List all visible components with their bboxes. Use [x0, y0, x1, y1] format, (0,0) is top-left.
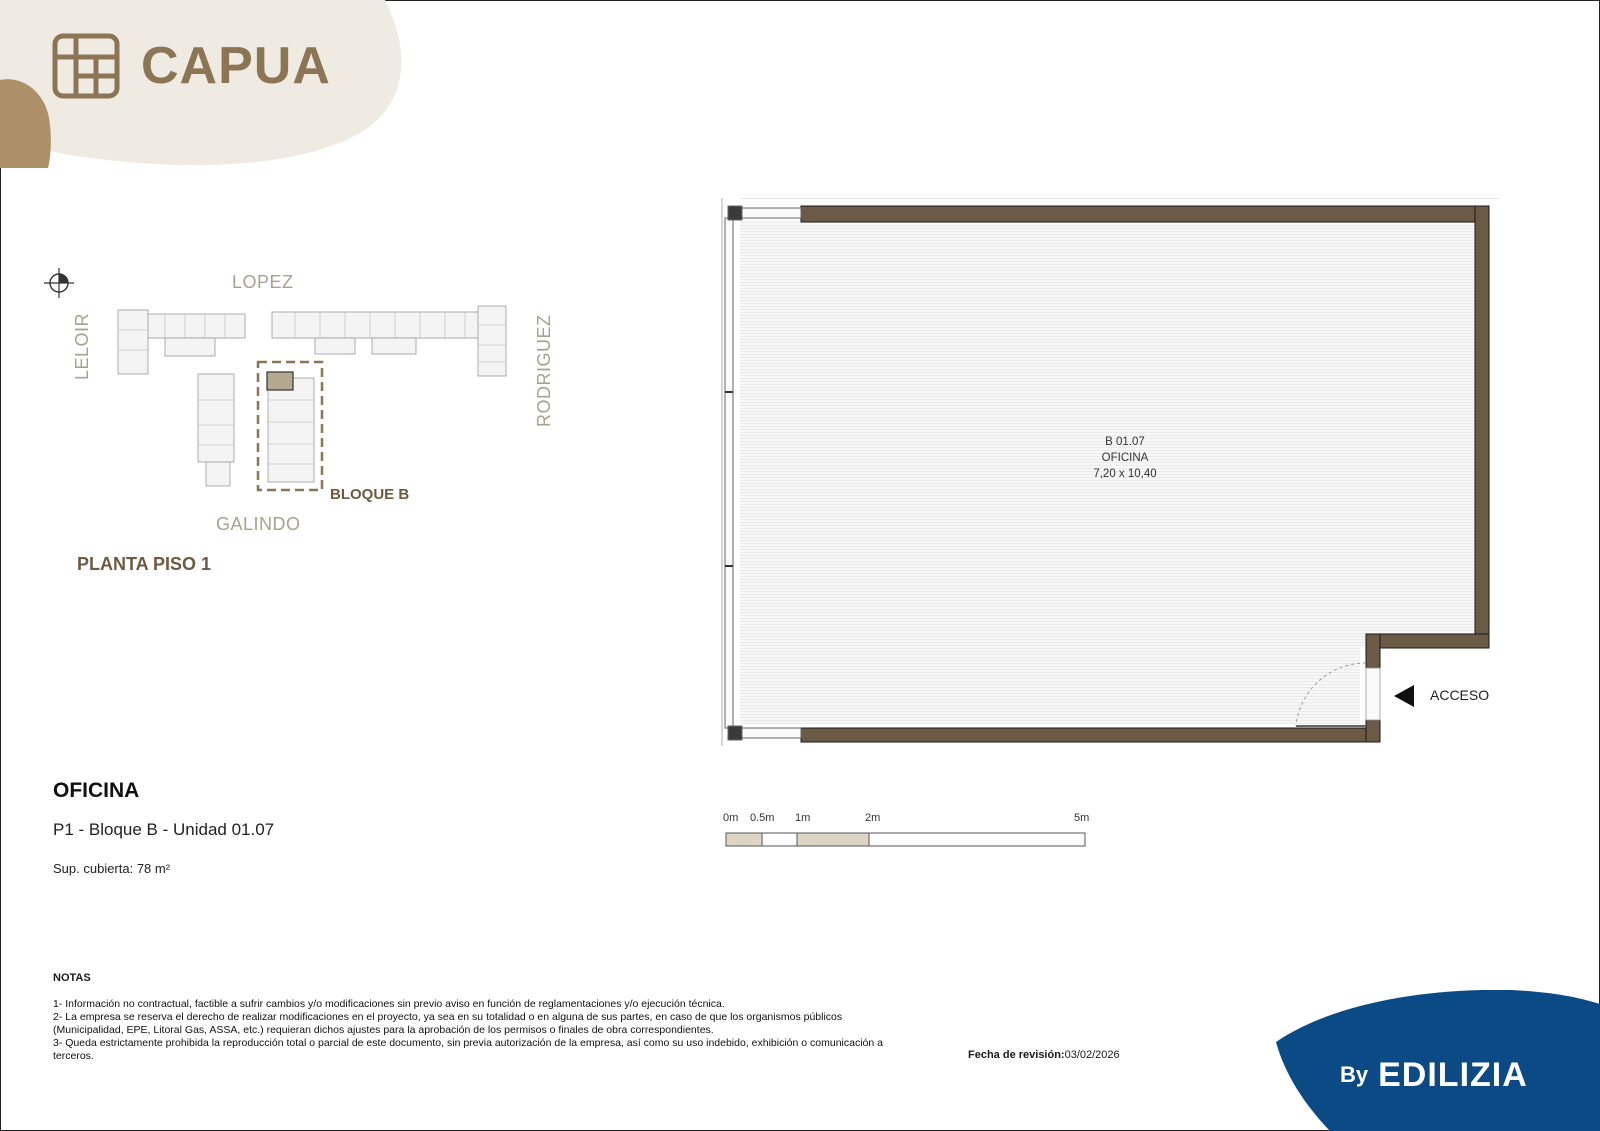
scale-label-1m: 1m	[795, 812, 811, 824]
compass-crosshair-icon	[44, 268, 74, 298]
notes-list	[53, 998, 883, 1063]
site-key-plan	[110, 300, 550, 510]
note-item: 1- Información no contractual, factible a sufrir cambios y/o modificaciones sin previo aviso en función de reglamentaciones y/o ejecución técnica.	[53, 998, 725, 1010]
developer-prefix: By	[1340, 1062, 1369, 1087]
scale-bar	[725, 832, 1090, 848]
scale-label-5m: 5m	[1074, 812, 1090, 824]
room-name: OFICINA	[1101, 452, 1149, 464]
unit-type: OFICINA	[53, 779, 140, 802]
notes-title: NOTAS	[53, 972, 91, 984]
note-item: 2- La empresa se reserva el derecho de realizar modificaciones en el proyecto, ya sea en su totalidad o en alguna de sus partes, en caso de que los organismos públicos (Municipalidad, EPE, Litoral Gas, ASSA, etc.) requieran dichos ajustes para la aprobación de los permisos o finales de obra correspondientes.	[53, 1011, 843, 1036]
scale-label-2m: 2m	[865, 812, 881, 824]
street-left-label: LELOIR	[72, 312, 92, 380]
room-label	[1040, 434, 1210, 482]
unit-area: Sup. cubierta: 78 m²	[53, 861, 171, 876]
street-top-label: LOPEZ	[232, 272, 294, 292]
brand-name: CAPUA	[141, 37, 331, 95]
note-item: 3- Queda estrictamente prohibida la reproducción total o parcial de este documento, sin previa autorización de la empresa, así como su uso indebido, exhibición o comunicación a terceros.	[53, 1037, 883, 1062]
block-label: BLOQUE B	[330, 486, 410, 503]
capua-logo-icon	[52, 33, 120, 99]
street-bottom-label: GALINDO	[216, 514, 301, 534]
unit-identifier: P1 - Bloque B - Unidad 01.07	[53, 820, 275, 839]
level-label: PLANTA PISO 1	[77, 554, 212, 574]
revision-label: Fecha de revisión:	[968, 1049, 1065, 1061]
revision-date	[968, 1049, 1120, 1061]
room-dimensions: 7,20 x 10,40	[1093, 468, 1157, 480]
street-right-label: RODRIGUEZ	[534, 314, 554, 427]
revision-value: 03/02/2026	[1064, 1049, 1120, 1061]
developer-name: EDILIZIA	[1378, 1056, 1528, 1094]
access-label: ACCESO	[1430, 687, 1490, 703]
room-code: B 01.07	[1105, 436, 1145, 448]
triangle-left-arrow-icon	[1394, 684, 1416, 708]
scale-label-0-5m: 0.5m	[750, 812, 775, 824]
developer-logo	[1340, 1056, 1528, 1095]
scale-label-0m: 0m	[723, 812, 739, 824]
